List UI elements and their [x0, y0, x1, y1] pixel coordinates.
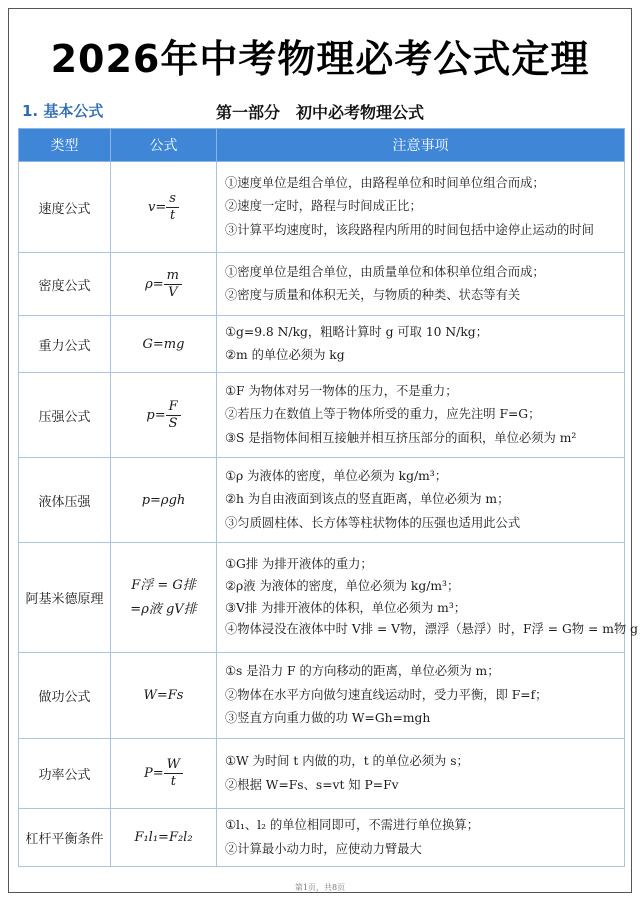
row-notes	[217, 162, 625, 253]
fraction-denominator: t	[170, 207, 176, 223]
note-item: ①速度单位是组合单位，由路程单位和时间单位组合而成；	[225, 175, 545, 190]
table-row	[19, 653, 625, 739]
formula-prefix: P=	[143, 766, 164, 781]
table-row	[19, 458, 625, 543]
row-type: 阿基米德原理	[19, 543, 111, 653]
row-type: 密度公式	[19, 253, 111, 316]
note-item: ③匀质圆柱体、长方体等柱状物体的压强也适用此公式	[225, 515, 521, 530]
formula-table	[18, 128, 638, 867]
note-item: ③S 是指物体间相互接触并相互挤压部分的面积，单位必须为 m²	[225, 430, 577, 445]
row-formula: W=Fs	[111, 653, 217, 739]
table-row	[19, 543, 625, 653]
page-title: 2026年中考物理必考公式定理	[50, 37, 590, 81]
part-title: 第一部分 初中必考物理公式	[215, 103, 424, 122]
row-type: 液体压强	[19, 458, 111, 543]
fraction-numerator: W	[164, 757, 183, 774]
row-formula: p=ρgh	[111, 458, 217, 543]
section-heading: 1. 基本公式	[22, 102, 104, 120]
fraction-numerator: s	[166, 191, 179, 208]
row-notes	[217, 316, 625, 373]
column-header-type: 类型	[19, 129, 111, 162]
formula-fraction	[164, 757, 183, 790]
note-item: ①l₁、l₂ 的单位相同即可，不需进行单位换算；	[225, 818, 480, 833]
fraction-numerator: m	[164, 268, 182, 285]
table-header-row	[19, 129, 625, 162]
table-row	[19, 162, 625, 253]
note-item: ④物体浸没在液体中时 V排 = V物，漂浮（悬浮）时，F浮 = G物 = m物 g	[225, 622, 638, 637]
row-formula	[111, 739, 217, 809]
note-item: ①s 是沿力 F 的方向移动的距离，单位必须为 m；	[225, 664, 500, 679]
row-formula: F₁l₁=F₂l₂	[111, 809, 217, 867]
fraction-denominator: V	[168, 284, 178, 300]
note-item: ②若压力在数值上等于物体所受的重力，应先注明 F=G；	[225, 407, 541, 422]
note-item: ①密度单位是组合单位，由质量单位和体积单位组合而成；	[225, 264, 545, 279]
row-notes	[217, 653, 625, 739]
column-header-notes: 注意事项	[217, 129, 625, 162]
fraction-denominator: t	[170, 774, 176, 789]
row-formula: G=mg	[111, 316, 217, 373]
note-item: ②m 的单位必须为 kg	[225, 348, 345, 362]
page-footer: 第1页，共8页	[294, 883, 346, 892]
row-notes	[217, 253, 625, 316]
row-notes	[217, 809, 625, 867]
formula-fraction	[166, 191, 179, 224]
formula-line: F浮 = G排	[131, 578, 196, 594]
row-formula	[111, 162, 217, 253]
formula-prefix: v=	[148, 199, 167, 215]
row-type: 做功公式	[19, 653, 111, 739]
table-row	[19, 316, 625, 373]
table-row	[19, 739, 625, 809]
row-type: 速度公式	[19, 162, 111, 253]
column-header-formula: 公式	[111, 129, 217, 162]
table-row	[19, 373, 625, 458]
note-item: ③计算平均速度时，该段路程内所用的时间包括中途停止运动的时间	[225, 222, 594, 237]
note-item: ①F 为物体对另一物体的压力，不是重力；	[225, 383, 458, 398]
note-item: ②h 为自由液面到该点的竖直距离，单位必须为 m；	[225, 492, 510, 507]
note-item: ③V排 为排开液体的体积，单位必须为 m³；	[225, 600, 467, 615]
note-item: ①g=9.8 N/kg，粗略计算时 g 可取 10 N/kg；	[225, 324, 488, 339]
formula-line: =ρ液 gV排	[130, 601, 197, 617]
formula-fraction	[166, 399, 181, 432]
formula-prefix: p=	[146, 407, 166, 423]
row-type: 重力公式	[19, 316, 111, 373]
note-item: ①G排 为排开液体的重力；	[225, 557, 373, 572]
row-formula	[111, 543, 217, 653]
note-item: ③竖直方向重力做的功 W=Gh=mgh	[225, 711, 431, 726]
note-item: ②ρ液 为液体的密度，单位必须为 kg/m³；	[225, 578, 460, 593]
formula-prefix: ρ=	[145, 276, 164, 292]
note-item: ②密度与质量和体积无关，与物质的种类、状态等有关	[225, 288, 521, 302]
formula-fraction	[164, 268, 182, 301]
fraction-numerator: F	[166, 399, 181, 416]
table-row	[19, 253, 625, 316]
note-item: ①W 为时间 t 内做的功，t 的单位必须为 s；	[225, 754, 469, 769]
table-row	[19, 809, 625, 867]
row-notes	[217, 458, 625, 543]
note-item: ②根据 W=Fs、s=vt 知 P=Fv	[225, 777, 399, 792]
note-item: ②速度一定时，路程与时间成正比；	[225, 199, 422, 214]
row-notes	[217, 373, 625, 458]
row-notes	[217, 739, 625, 809]
row-formula	[111, 253, 217, 316]
row-type: 杠杆平衡条件	[19, 809, 111, 867]
row-type: 功率公式	[19, 739, 111, 809]
note-item: ②物体在水平方向做匀速直线运动时，受力平衡，即 F=f；	[225, 687, 548, 702]
note-item: ②计算最小动力时，应使动力臂最大	[225, 841, 422, 856]
row-notes	[217, 543, 638, 653]
row-type: 压强公式	[19, 373, 111, 458]
row-formula	[111, 373, 217, 458]
fraction-denominator: S	[168, 415, 178, 431]
note-item: ①ρ 为液体的密度，单位必须为 kg/m³；	[225, 468, 447, 483]
